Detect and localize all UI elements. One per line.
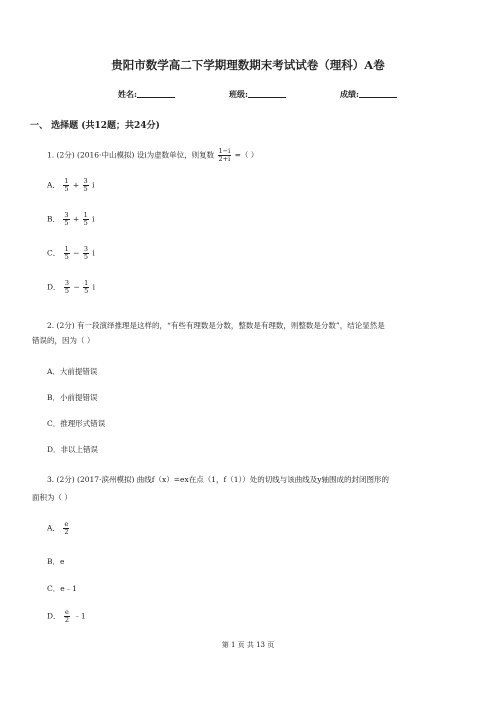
option-operator: + xyxy=(72,214,80,224)
question-2-line-2: 错误的，因为（ ） xyxy=(32,336,95,345)
q1-suffix: =（ ） xyxy=(234,150,259,160)
option-tail: ﹣1 xyxy=(73,611,86,621)
option-fraction xyxy=(63,521,69,536)
score-blank xyxy=(359,89,397,98)
option-letter: B． xyxy=(47,214,61,224)
q2-option-a: A．大前提错误 xyxy=(47,367,98,376)
class-label: 班级: xyxy=(229,89,248,99)
option-fraction xyxy=(83,246,89,261)
question-1 xyxy=(47,148,258,163)
class-blank xyxy=(248,89,286,98)
frac-num: 1 xyxy=(84,279,89,287)
option-fraction xyxy=(83,212,89,227)
option-tail: i xyxy=(92,180,95,190)
frac-num: e xyxy=(64,520,69,528)
frac-den: 5 xyxy=(64,287,70,295)
class-field xyxy=(229,89,286,100)
frac-den: 5 xyxy=(64,253,69,261)
q2-option-b: B．小前提错误 xyxy=(47,393,98,402)
option-tail: i xyxy=(92,282,96,292)
option-letter: A． xyxy=(47,523,60,533)
frac-num: 3 xyxy=(83,245,88,253)
name-field xyxy=(118,89,175,100)
frac-den: 5 xyxy=(83,219,88,227)
option-tail: i xyxy=(92,248,95,258)
q1-prefix: 1. (2分) (2016·中山模拟) 设i为虚数单位，则复数 xyxy=(47,150,215,160)
q2-option-d: D．非以上错误 xyxy=(47,445,99,454)
option-letter: C． xyxy=(47,248,61,258)
frac-num: 3 xyxy=(64,279,70,287)
q3-option-d xyxy=(47,609,86,624)
frac-num: 1 xyxy=(83,211,88,219)
frac-den: 5 xyxy=(64,185,69,193)
page-title: 贵阳市数学高二下学期理数期末考试试卷（理科）A卷 xyxy=(111,58,385,72)
page-footer: 第 1 页 共 13 页 xyxy=(221,641,275,649)
frac-den: 2 xyxy=(64,616,70,624)
option-operator: − xyxy=(73,282,80,292)
q1-option-a xyxy=(47,178,94,193)
q1-frac-num: 1−i xyxy=(218,147,231,155)
frac-num: e xyxy=(65,608,69,616)
option-operator: − xyxy=(73,248,80,258)
frac-num: 1 xyxy=(64,177,69,185)
question-3-line-2: 面积为（ ） xyxy=(32,493,72,502)
option-fraction xyxy=(63,212,69,227)
q1-option-d xyxy=(47,280,95,295)
option-letter: D． xyxy=(47,611,61,621)
question-2-line-1: 2. (2分) 有一段演绎推理是这样的，“有些有理数是分数，整数是有理数，则整数是分数”，结论显然是 xyxy=(47,321,385,330)
option-fraction xyxy=(64,609,70,624)
q1-option-c xyxy=(47,246,95,261)
q2-option-c: C．推理形式错误 xyxy=(47,419,106,428)
frac-den: 5 xyxy=(83,185,88,193)
frac-num: 3 xyxy=(64,211,69,219)
option-tail: i xyxy=(92,214,95,224)
frac-den: 2 xyxy=(64,528,69,536)
option-letter: A． xyxy=(47,180,60,190)
question-3-line-1: 3. (2分) (2017·滨州模拟) 曲线f（x）=ex在点（1，f（1））处的切线与该曲线及y轴围成的封闭图形的 xyxy=(47,475,390,484)
name-blank xyxy=(137,89,175,98)
q3-option-a xyxy=(47,521,70,536)
q1-frac-den: 2+i xyxy=(218,155,231,163)
q1-option-b xyxy=(47,212,95,227)
name-label: 姓名: xyxy=(118,89,137,99)
frac-num: 1 xyxy=(64,245,69,253)
option-fraction xyxy=(64,246,70,261)
frac-den: 5 xyxy=(84,287,89,295)
q1-fraction xyxy=(218,148,232,163)
q3-option-b: B．e xyxy=(47,557,65,566)
option-fraction xyxy=(83,178,89,193)
q3-option-c: C．e﹣1 xyxy=(47,584,77,593)
frac-num: 3 xyxy=(83,177,88,185)
option-fraction xyxy=(83,280,89,295)
option-letter: D． xyxy=(47,282,61,292)
option-operator: + xyxy=(72,180,80,190)
section-heading: 一、 选择题 (共12题；共24分) xyxy=(30,121,160,131)
frac-den: 5 xyxy=(83,253,88,261)
option-fraction xyxy=(64,280,70,295)
score-field xyxy=(340,89,397,100)
frac-den: 5 xyxy=(64,219,69,227)
option-fraction xyxy=(63,178,69,193)
score-label: 成绩: xyxy=(340,89,359,99)
